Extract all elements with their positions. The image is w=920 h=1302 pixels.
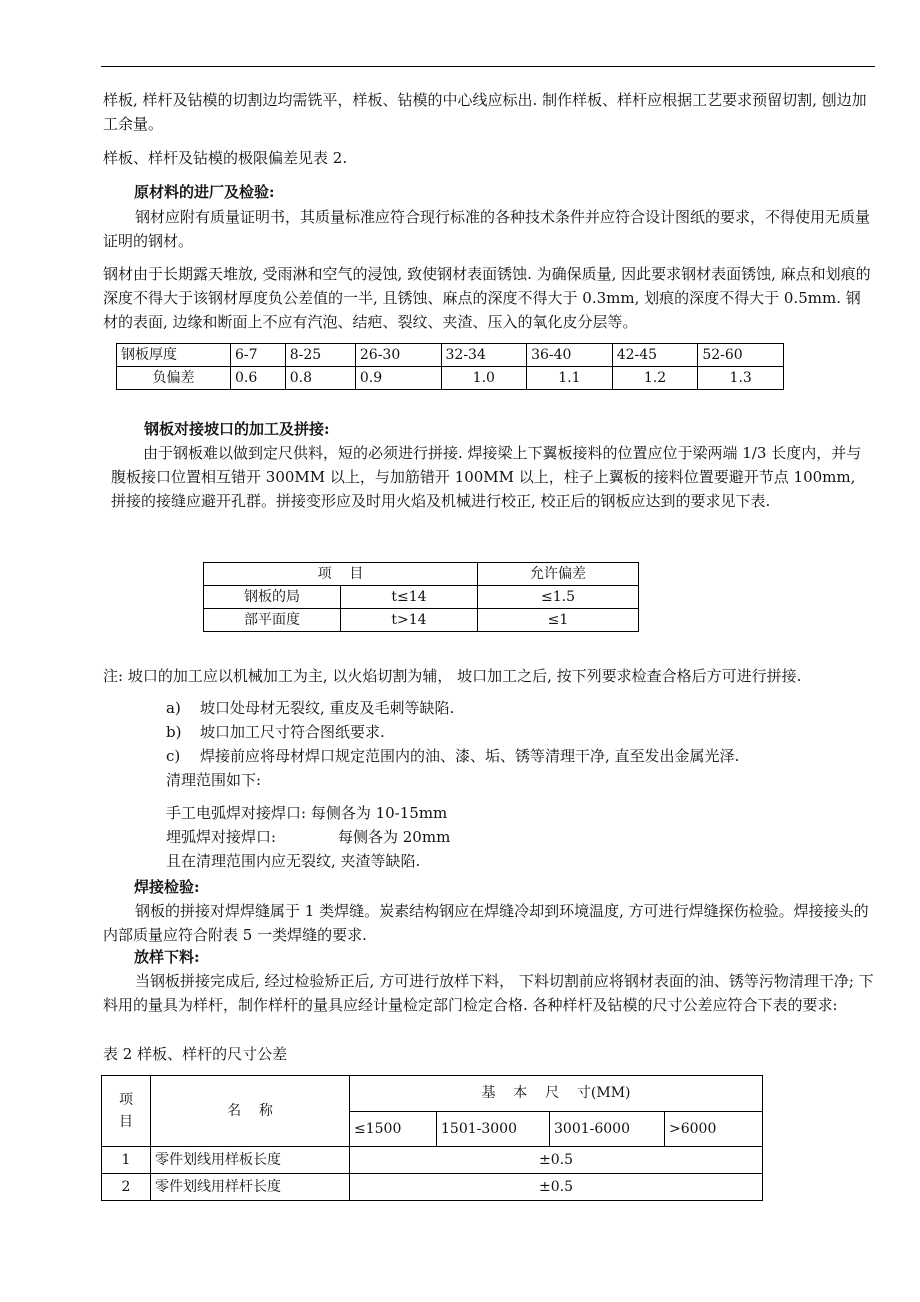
table-cell: 负偏差 [117, 367, 231, 390]
para-splicing: 由于钢板难以做到定尺供料，短的必须进行拼接. 焊接梁上下翼板接料的位置应位于梁两端 1/3 长度内，并与腹板接口位置相互错开 300MM 以上，与加筋错开 100MM 以上，柱子上翼板的接料位置要避开节点 100mm, 拼接的接缝应避开孔群。拼接变形应及时用火焰及机械进行校正, 校正后的钢板应达到的要求见下表. [111, 444, 862, 510]
list-item: 坡口加工尺寸符合图纸要求. [200, 723, 385, 741]
table2-caption: 表 2 样板、样杆的尺寸公差 [103, 1045, 288, 1063]
thickness-tolerance-table [116, 343, 784, 390]
heading-layout-cutting: 放样下料: [134, 948, 200, 966]
table-cell: 6-7 [231, 344, 286, 367]
clean-submerged-value: 每侧各为 20mm [338, 828, 451, 846]
table-header-no-b: 目 [119, 1114, 133, 1130]
list-item-mark: b) [166, 723, 182, 741]
table-cell: 零件划线用样板长度 [151, 1147, 350, 1174]
table-cell: ±0.5 [350, 1147, 763, 1174]
table-cell: 1.3 [698, 367, 784, 390]
heading-raw-material: 原材料的进厂及检验: [134, 183, 275, 201]
para-template-cutting: 样板, 样杆及钻模的切割边均需铣平，样板、钻模的中心线应标出. 制作样板、样杆应根据工艺要求预留切割, 刨边加工余量。 [103, 91, 867, 133]
table-cell: ≤1 [478, 609, 639, 632]
table-cell: 部平面度 [204, 609, 341, 632]
table-cell: 26-30 [355, 344, 441, 367]
heading-weld-inspection: 焊接检验: [134, 878, 200, 896]
list-item-mark: c) [166, 747, 181, 765]
table-cell: t>14 [341, 609, 478, 632]
table-cell: 2 [102, 1174, 151, 1201]
table-row [204, 563, 639, 586]
table-row [117, 344, 784, 367]
table-header-no-a: 项 [119, 1092, 133, 1108]
clean-manual: 手工电弧焊对接焊口: 每侧各为 10-15mm [166, 804, 448, 822]
table-cell: 42-45 [612, 344, 698, 367]
table-header: 项 目 [204, 563, 478, 586]
table-cell: ≤1.5 [478, 586, 639, 609]
table-row [204, 609, 639, 632]
heading-butt-joint: 钢板对接坡口的加工及拼接: [144, 420, 330, 438]
list-item: 焊接前应将母材焊口规定范围内的油、漆、垢、锈等清理干净, 直至发出金属光泽. [200, 747, 740, 765]
table-cell: 36-40 [527, 344, 613, 367]
list-item-mark: a) [166, 699, 181, 717]
table-cell: ≤1500 [350, 1111, 437, 1147]
table-cell: 32-34 [441, 344, 527, 367]
table-header: 允许偏差 [478, 563, 639, 586]
table-row [204, 586, 639, 609]
clean-note: 且在清理范围内应无裂纹, 夹渣等缺陷. [166, 852, 421, 870]
para-quality-cert: 钢材应附有质量证明书，其质量标准应符合现行标准的各种技术条件并应符合设计图纸的要求，不得使用无质量证明的钢材。 [103, 208, 871, 250]
table-row [102, 1174, 763, 1201]
table-row [102, 1076, 763, 1112]
table-row [117, 367, 784, 390]
table-row [102, 1147, 763, 1174]
table-cell: t≤14 [341, 586, 478, 609]
list-item: 坡口处母材无裂纹, 重皮及毛刺等缺陷. [200, 699, 455, 717]
para-tolerance-ref: 样板、样杆及钻模的极限偏差见表 2. [103, 149, 348, 167]
table-cell: 0.8 [285, 367, 355, 390]
table-cell: ±0.5 [350, 1174, 763, 1201]
clean-intro: 清理范围如下: [166, 771, 262, 789]
table-cell: 52-60 [698, 344, 784, 367]
table-cell: >6000 [665, 1111, 763, 1147]
table-cell: 1501-3000 [437, 1111, 550, 1147]
header-rule [101, 66, 875, 67]
para-weld-quality: 钢板的拼接对焊焊缝属于 1 类焊缝。炭素结构钢应在焊缝冷却到环境温度, 方可进行焊缝探伤检验。焊接接头的内部质量应符合附表 5 一类焊缝的要求. [103, 902, 869, 944]
table-header [102, 1076, 151, 1147]
table-cell: 钢板的局 [204, 586, 341, 609]
table-cell: 零件划线用样杆长度 [151, 1174, 350, 1201]
table-cell: 8-25 [285, 344, 355, 367]
table-header: 基 本 尺 寸(MM) [350, 1076, 763, 1112]
flatness-table [203, 562, 639, 632]
para-corrosion: 钢材由于长期露天堆放, 受雨淋和空气的浸蚀, 致使钢材表面锈蚀. 为确保质量, 因此要求钢材表面锈蚀, 麻点和划痕的深度不得大于该钢材厚度负公差值的一半, 且锈蚀、麻点的深度不得大于 0.3mm, 划痕的深度不得大于 0.5mm. 钢材的表面, 边缘和断面上不应有汽泡、结疤、裂纹、夹渣、压入的氧化皮分层等。 [103, 265, 871, 331]
note-bevel: 注: 坡口的加工应以机械加工为主, 以火焰切割为辅， 坡口加工之后, 按下列要求检查合格后方可进行拼接. [103, 667, 802, 685]
table-cell: 1.0 [441, 367, 527, 390]
clean-submerged-label: 埋弧焊对接焊口: [166, 828, 277, 846]
table-cell: 1 [102, 1147, 151, 1174]
table-cell: 1.1 [527, 367, 613, 390]
para-layout: 当钢板拼接完成后, 经过检验矫正后, 方可进行放样下料， 下料切割前应将钢材表面的油、锈等污物清理干净; 下料用的量具为样杆，制作样杆的量具应经计量检定部门检定合格. 各种样杆及钻模的尺寸公差应符合下表的要求: [103, 972, 874, 1014]
table-cell: 钢板厚度 [117, 344, 231, 367]
table-header: 名 称 [151, 1076, 350, 1147]
table-cell: 3001-6000 [550, 1111, 665, 1147]
table-cell: 0.6 [231, 367, 286, 390]
template-tolerance-table [101, 1075, 763, 1201]
table-cell: 0.9 [355, 367, 441, 390]
table-cell: 1.2 [612, 367, 698, 390]
